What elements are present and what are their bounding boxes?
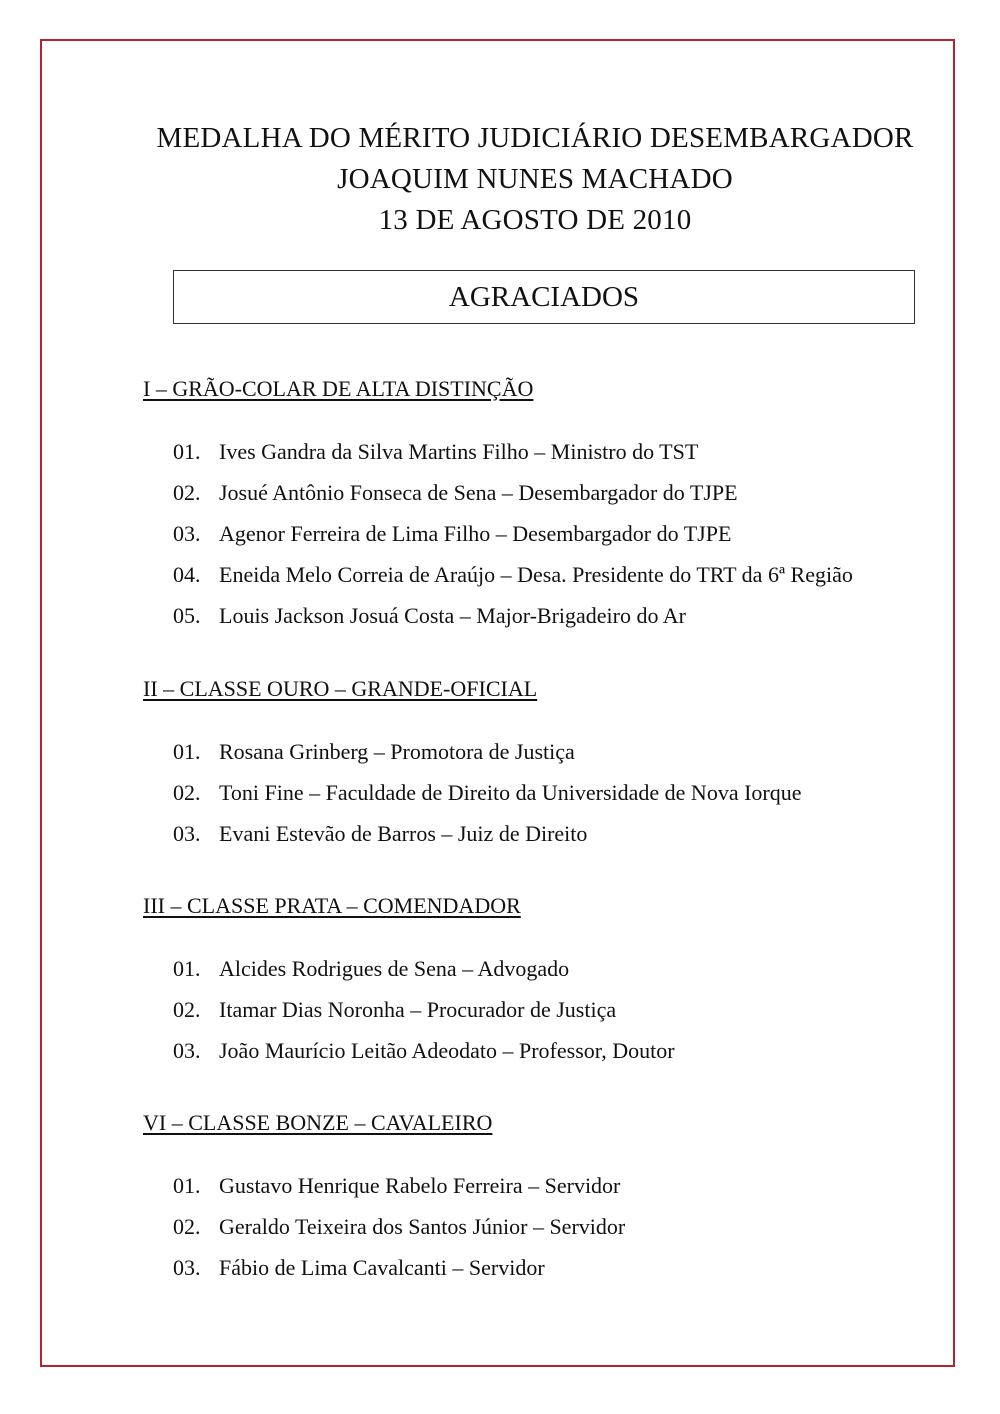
entry-text: Josué Antônio Fonseca de Sena – Desembargador do TJPE [219, 480, 738, 505]
entry-text: Alcides Rodrigues de Sena – Advogado [219, 956, 570, 981]
entry-text: João Maurício Leitão Adeodato – Professor, Doutor [219, 1038, 675, 1063]
list-item [143, 554, 943, 595]
document-title [120, 118, 950, 241]
title-line-1: MEDALHA DO MÉRITO JUDICIÁRIO DESEMBARGADOR [156, 122, 914, 154]
entry-number: 03. [173, 1038, 201, 1063]
section-grao-colar [143, 376, 943, 636]
list-item [143, 431, 943, 472]
entry-number: 04. [173, 562, 201, 587]
entry-text: Eneida Melo Correia de Araújo – Desa. Presidente do TRT da 6ª Região [219, 562, 853, 587]
list-item [143, 1165, 943, 1206]
list-item [143, 1206, 943, 1247]
entry-text: Itamar Dias Noronha – Procurador de Justiça [219, 997, 617, 1022]
agraciados-box [173, 270, 915, 324]
entry-text: Ives Gandra da Silva Martins Filho – Ministro do TST [219, 439, 699, 464]
entry-text: Rosana Grinberg – Promotora de Justiça [219, 739, 575, 764]
list-item [143, 513, 943, 554]
list-item [143, 731, 943, 772]
entry-text: Gustavo Henrique Rabelo Ferreira – Servidor [219, 1173, 621, 1198]
entry-number: 02. [173, 997, 201, 1022]
entry-text: Evani Estevão de Barros – Juiz de Direito [219, 821, 588, 846]
entry-text: Fábio de Lima Cavalcanti – Servidor [219, 1255, 545, 1280]
title-line-3: 13 DE AGOSTO DE 2010 [378, 204, 692, 236]
entry-text: Geraldo Teixeira dos Santos Júnior – Servidor [219, 1214, 626, 1239]
entry-list [143, 731, 943, 854]
entry-list [143, 431, 943, 636]
agraciados-label: AGRACIADOS [448, 281, 640, 313]
list-item [143, 948, 943, 989]
entry-number: 03. [173, 821, 201, 846]
list-item [143, 813, 943, 854]
entry-list [143, 948, 943, 1071]
section-heading: VI – CLASSE BONZE – CAVALEIRO [143, 1110, 493, 1135]
entry-text: Toni Fine – Faculdade de Direito da Universidade de Nova Iorque [219, 780, 802, 805]
list-item [143, 472, 943, 513]
entry-text: Louis Jackson Josuá Costa – Major-Brigadeiro do Ar [219, 603, 686, 628]
entry-list [143, 1165, 943, 1288]
list-item [143, 989, 943, 1030]
list-item [143, 1030, 943, 1071]
section-classe-ouro [143, 676, 943, 854]
entry-number: 02. [173, 480, 201, 505]
section-classe-bronze [143, 1110, 943, 1288]
entry-number: 01. [173, 439, 201, 464]
section-classe-prata [143, 893, 943, 1071]
entry-number: 01. [173, 956, 201, 981]
list-item [143, 772, 943, 813]
entry-number: 02. [173, 1214, 201, 1239]
section-heading: I – GRÃO-COLAR DE ALTA DISTINÇÃO [143, 376, 534, 401]
section-heading: II – CLASSE OURO – GRANDE-OFICIAL [143, 676, 538, 701]
entry-number: 01. [173, 1173, 201, 1198]
title-line-2: JOAQUIM NUNES MACHADO [337, 163, 733, 195]
section-heading: III – CLASSE PRATA – COMENDADOR [143, 893, 521, 918]
entry-number: 01. [173, 739, 201, 764]
list-item [143, 595, 943, 636]
entry-number: 02. [173, 780, 201, 805]
entry-text: Agenor Ferreira de Lima Filho – Desembargador do TJPE [219, 521, 732, 546]
entry-number: 03. [173, 1255, 201, 1280]
entry-number: 03. [173, 521, 201, 546]
entry-number: 05. [173, 603, 201, 628]
list-item [143, 1247, 943, 1288]
